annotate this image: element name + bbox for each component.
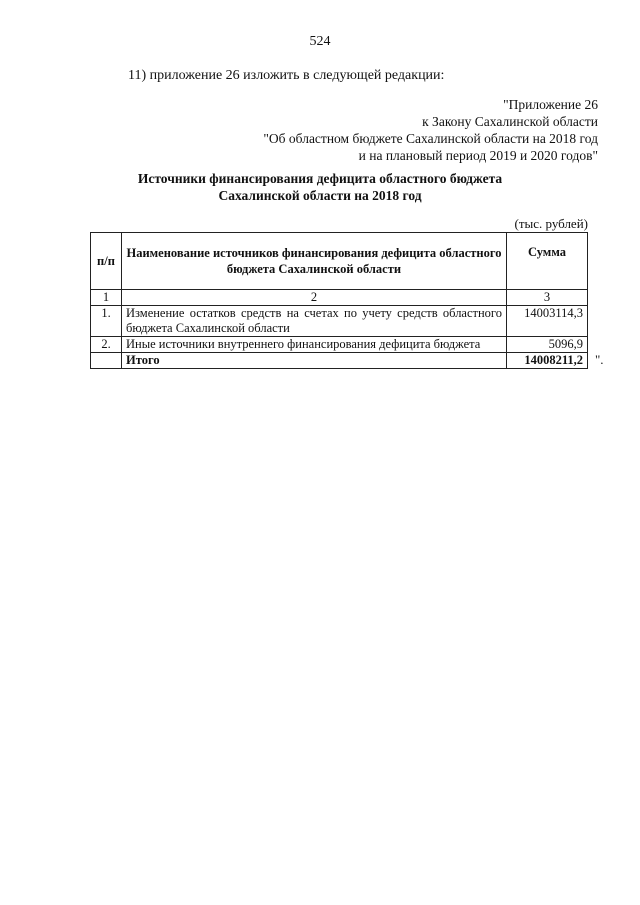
document-title [0, 170, 640, 204]
header-sum: Сумма [507, 233, 588, 290]
appendix-line: "Об областном бюджете Сахалинской области на 2018 год [263, 131, 598, 146]
title-line: Источники финансирования дефицита областного бюджета [137, 171, 503, 186]
column-number: 1 [91, 290, 122, 306]
header-name: Наименование источников финансирования дефицита областного бюджета Сахалинской области [122, 233, 507, 290]
row-sum: 5096,9 [507, 337, 588, 353]
closing-quote-mark: ". [595, 352, 604, 367]
intro-text: 11) приложение 26 изложить в следующей редакции: [128, 68, 445, 83]
total-row [91, 353, 588, 369]
table-header-row [91, 233, 588, 290]
column-number: 3 [507, 290, 588, 306]
total-sum: 14008211,2 [507, 353, 588, 369]
page-number: 524 [309, 34, 331, 49]
table-row [91, 337, 588, 353]
row-number: 1. [91, 306, 122, 337]
total-label: Итого [122, 353, 507, 369]
appendix-reference [263, 96, 598, 164]
header-number: п/п [91, 233, 122, 290]
appendix-line: к Закону Сахалинской области [422, 114, 598, 129]
units-label: (тыс. рублей) [514, 216, 588, 231]
column-number: 2 [122, 290, 507, 306]
column-number-row [91, 290, 588, 306]
financing-sources-table [90, 232, 588, 369]
row-sum: 14003114,3 [507, 306, 588, 337]
title-line: Сахалинской области на 2018 год [218, 188, 422, 203]
appendix-line: и на плановый период 2019 и 2020 годов" [358, 148, 598, 163]
row-name: Иные источники внутреннего финансирования дефицита бюджета [122, 337, 507, 353]
appendix-line: "Приложение 26 [503, 97, 598, 112]
table-row [91, 306, 588, 337]
row-name: Изменение остатков средств на счетах по учету средств областного бюджета Сахалинской области [122, 306, 507, 337]
total-number-cell [91, 353, 122, 369]
row-number: 2. [91, 337, 122, 353]
